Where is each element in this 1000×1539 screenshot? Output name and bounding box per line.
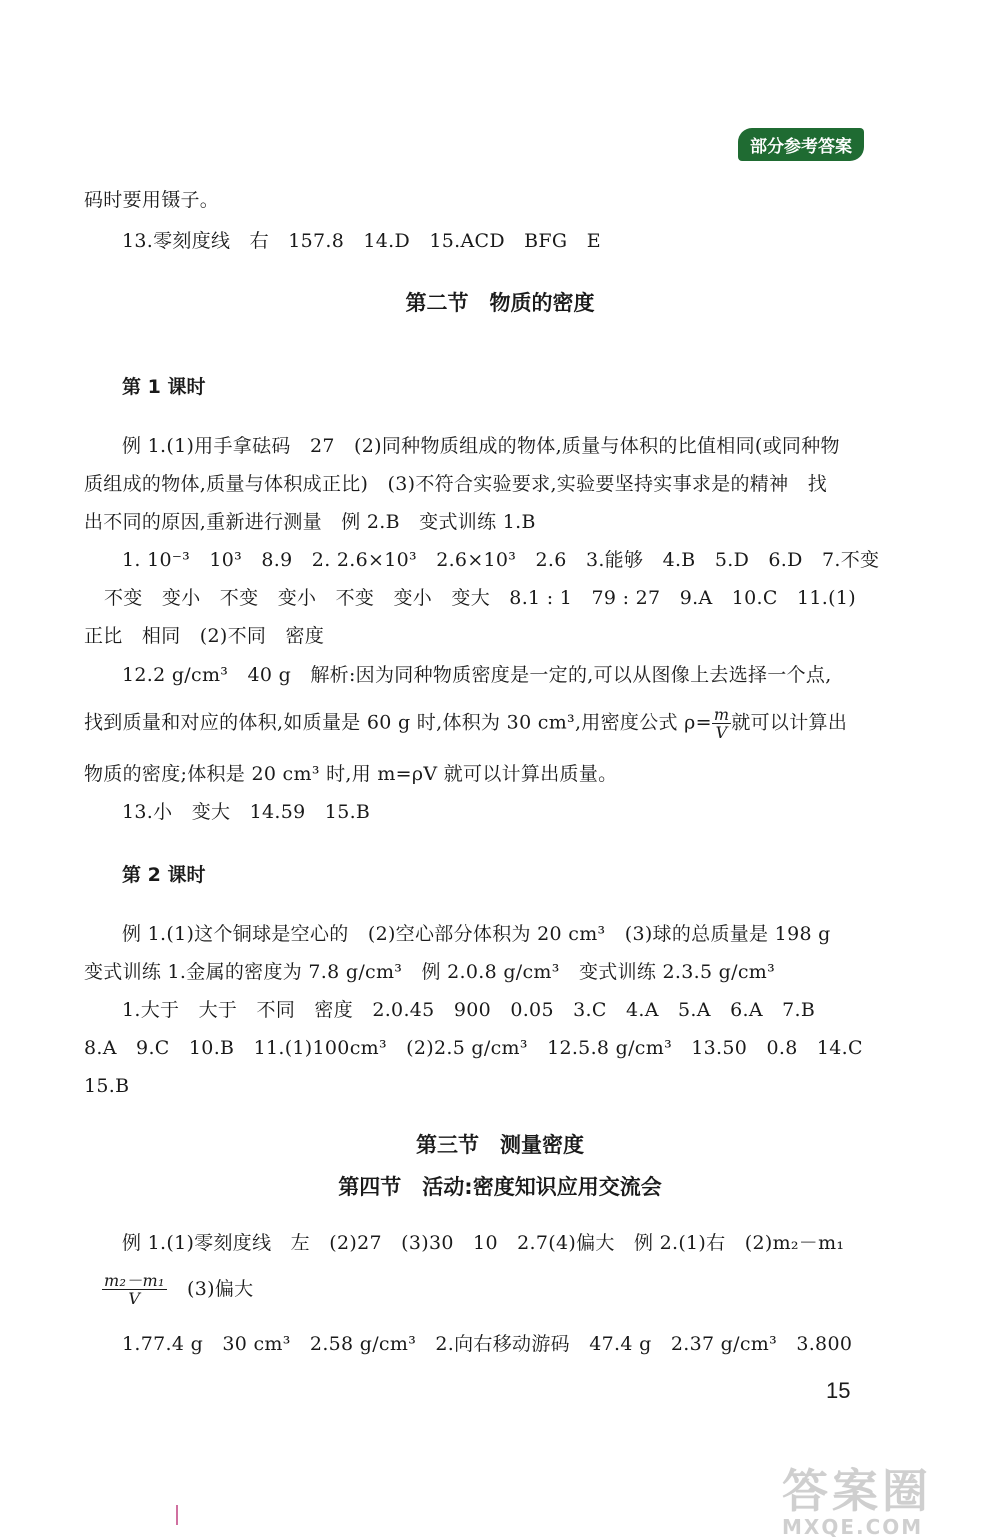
text-line: 正比 相同 (2)不同 密度	[84, 625, 325, 647]
lesson-title: 第 2 课时	[122, 864, 206, 886]
text-fragment: (3)偏大	[187, 1277, 254, 1300]
text-line: 13.小 变大 14.59 15.B	[122, 801, 371, 823]
section-title: 第四节 活动:密度知识应用交流会	[338, 1175, 662, 1199]
text-line: 例 1.(1)这个铜球是空心的 (2)空心部分体积为 20 cm³ (3)球的总质量是 198 g	[122, 923, 831, 945]
watermark-main: 答案圈	[782, 1464, 932, 1518]
text-fragment: 找到质量和对应的体积,如质量是 60 g 时,体积为 30 cm³,用密度公式 ρ=	[84, 711, 712, 734]
text-line: 质组成的物体,质量与体积成正比) (3)不符合实验要求,实验要坚持实事求是的精神 找	[84, 473, 828, 495]
answer-fraction	[102, 1272, 167, 1307]
text-line: 1.大于 大于 不同 密度 2.0.45 900 0.05 3.C 4.A 5.A 6.A 7.B	[122, 999, 816, 1021]
text-line: 出不同的原因,重新进行测量 例 2.B 变式训练 1.B	[84, 511, 536, 533]
fraction-denominator: V	[128, 1289, 141, 1308]
text-fragment: 就可以计算出	[731, 711, 848, 734]
text-line: 1.77.4 g 30 cm³ 2.58 g/cm³ 2.向右移动游码 47.4 g 2.37 g/cm³ 3.800	[122, 1333, 853, 1355]
text-line: 例 1.(1)用手拿砝码 27 (2)同种物质组成的物体,质量与体积的比值相同(或同种物	[122, 435, 840, 457]
text-line-with-fraction	[102, 1272, 253, 1307]
section-title: 第二节 物质的密度	[405, 291, 595, 315]
lesson-title: 第 1 课时	[122, 376, 206, 398]
text-line: 例 1.(1)零刻度线 左 (2)27 (3)30 10 2.7(4)偏大 例 2.(1)右 (2)m₂－m₁	[122, 1232, 845, 1254]
text-line: 1. 10⁻³ 10³ 8.9 2. 2.6×10³ 2.6×10³ 2.6 3.能够 4.B 5.D 6.D 7.不变	[122, 549, 880, 571]
text-line: 物质的密度;体积是 20 cm³ 时,用 m=ρV 就可以计算出质量。	[84, 763, 618, 785]
text-line-with-fraction	[84, 706, 847, 741]
text-line: 变式训练 1.金属的密度为 7.8 g/cm³ 例 2.0.8 g/cm³ 变式训练 2.3.5 g/cm³	[84, 961, 776, 983]
section-title: 第三节 测量密度	[416, 1133, 584, 1157]
page-number: 15	[826, 1378, 851, 1403]
fraction-numerator: m₂－m₁	[104, 1271, 165, 1290]
text-line: 12.2 g/cm³ 40 g 解析:因为同种物质密度是一定的,可以从图像上去选择一个点,	[122, 664, 832, 686]
text-line: 13.零刻度线 右 157.8 14.D 15.ACD BFG E	[122, 230, 601, 252]
text-line: 码时要用镊子。	[84, 189, 220, 211]
fraction-denominator: V	[715, 723, 728, 742]
answer-section-badge: 部分参考答案	[738, 128, 864, 161]
watermark-site: MXQE.COM	[782, 1515, 924, 1539]
scan-mark	[176, 1505, 178, 1525]
watermark-logo	[782, 1455, 982, 1539]
text-line: 8.A 9.C 10.B 11.(1)100cm³ (2)2.5 g/cm³ 12.5.8 g/cm³ 13.50 0.8 14.C	[84, 1037, 863, 1059]
text-line: 15.B	[84, 1075, 130, 1097]
fraction-numerator: m	[713, 705, 730, 724]
density-fraction	[712, 706, 731, 741]
text-line: 不变 变小 不变 变小 不变 变小 变大 8.1 : 1 79 : 27 9.A 10.C 11.(1)	[104, 587, 856, 609]
